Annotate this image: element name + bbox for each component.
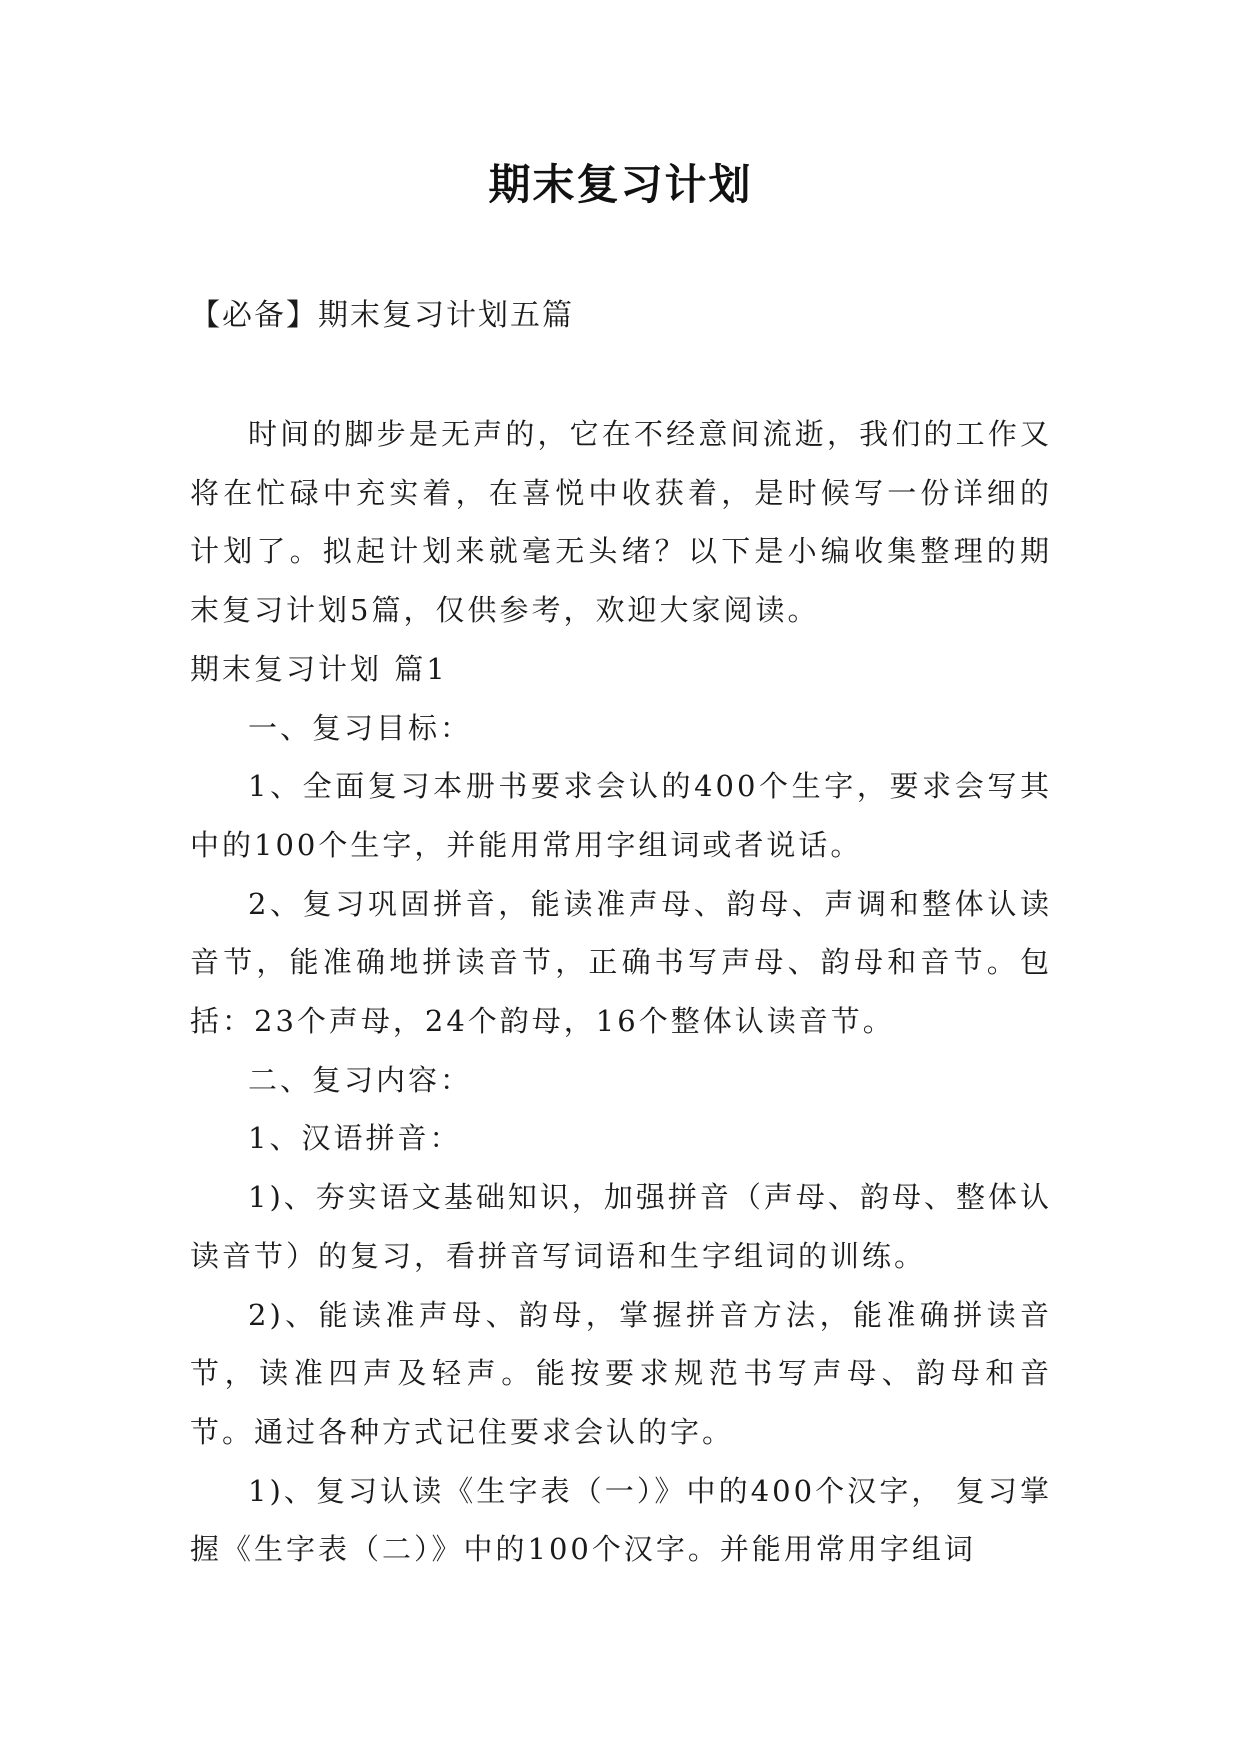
document-body: [190, 405, 1052, 1579]
paragraph: 2、复习巩固拼音，能读准声母、韵母、声调和整体认读音节，能准确地拼读音节，正确书写声母、韵母和音节。包括：23个声母，24个韵母，16个整体认读音节。: [190, 886, 1052, 1039]
paragraph: 1)、复习认读《生字表（一）》中的400个汉字， 复习掌握《生字表（二）》中的100个汉字。并能用常用字组词: [190, 1473, 1052, 1567]
paragraph: 一、复习目标：: [248, 710, 473, 745]
paragraph: 1、汉语拼音：: [248, 1121, 462, 1156]
paragraph: 1、全面复习本册书要求会认的400个生字，要求会写其中的100个生字，并能用常用字组词或者说话。: [190, 769, 1052, 862]
paragraph: 二、复习内容：: [248, 1062, 473, 1097]
section-heading: 期末复习计划 篇1: [190, 651, 448, 686]
intro-paragraph: 时间的脚步是无声的，它在不经意间流逝，我们的工作又将在忙碌中充实着，在喜悦中收获着，是时候写一份详细的计划了。拟起计划来就毫无头绪？以下是小编收集整理的期末复习计划5篇，仅供参考，欢迎大家阅读。: [190, 417, 1052, 628]
document-subtitle: 【必备】期末复习计划五篇: [190, 298, 574, 333]
paragraph: 2)、能读准声母、韵母，掌握拼音方法，能准确拼读音节，读准四声及轻声。能按要求规范书写声母、韵母和音节。通过各种方式记住要求会认的字。: [190, 1297, 1052, 1449]
document-title: 期末复习计划: [488, 160, 753, 209]
paragraph: 1)、夯实语文基础知识，加强拼音（声母、韵母、整体认读音节）的复习，看拼音写词语和生字组词的训练。: [190, 1180, 1052, 1273]
